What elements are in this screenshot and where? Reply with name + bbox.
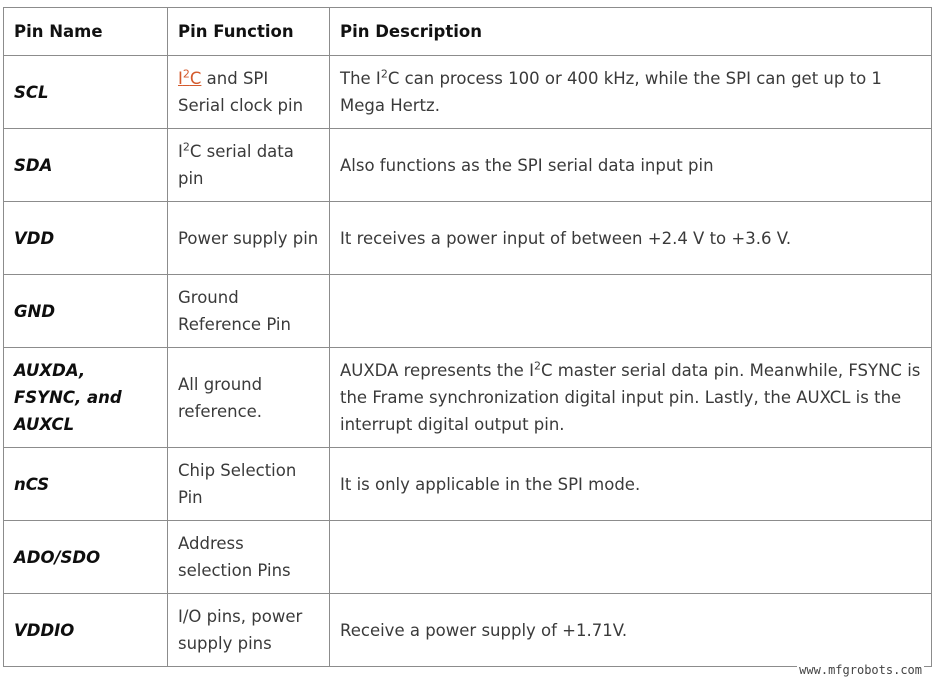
header-pin-description: Pin Description [330,8,932,56]
pin-name-cell: nCS [4,448,168,521]
pin-description-cell: Also functions as the SPI serial data input pin [330,129,932,202]
pin-function-cell: All ground reference. [168,348,330,448]
pin-description-cell: It is only applicable in the SPI mode. [330,448,932,521]
pin-name-cell: SCL [4,56,168,129]
table-row [4,56,932,129]
table-row [4,202,932,275]
pin-description-cell: Receive a power supply of +1.71V. [330,594,932,667]
header-pin-name: Pin Name [4,8,168,56]
pin-description-cell: The $I^2C$ can process 100 or 400 kHz, while the SPI can get up to 1 Mega Hertz. [330,56,932,129]
pin-name-cell: VDDIO [4,594,168,667]
table-row [4,275,932,348]
pin-description-cell [330,275,932,348]
pin-description-cell: AUXDA represents the $I^2C$ master serial data pin. Meanwhile, FSYNC is the Frame synchronization digital input pin. Lastly, the AUXCL is the interrupt digital output pin. [330,348,932,448]
pin-function-cell: $I^2C$ and SPI Serial clock pin [168,56,330,129]
table-row [4,348,932,448]
pin-function-cell: Chip Selection Pin [168,448,330,521]
i2c-link[interactable]: $I^2C$ [178,67,202,88]
pin-function-cell: I/O pins, power supply pins [168,594,330,667]
table-row [4,129,932,202]
pin-function-cell: Address selection Pins [168,521,330,594]
pin-description-cell: It receives a power input of between +2.4 V to +3.6 V. [330,202,932,275]
header-pin-function: Pin Function [168,8,330,56]
pin-name-cell: GND [4,275,168,348]
pin-name-cell: AUXDA, FSYNC, and AUXCL [4,348,168,448]
pin-name-cell: SDA [4,129,168,202]
pin-function-cell: Ground Reference Pin [168,275,330,348]
pin-table [3,7,932,667]
watermark: www.mfgrobots.com [799,663,922,677]
pin-function-cell: Power supply pin [168,202,330,275]
pin-function-cell: $I^2C$ serial data pin [168,129,330,202]
pin-description-cell [330,521,932,594]
table-row [4,521,932,594]
pin-name-cell: ADO/SDO [4,521,168,594]
header-row [4,8,932,56]
table-row [4,448,932,521]
pin-name-cell: VDD [4,202,168,275]
table-row [4,594,932,667]
